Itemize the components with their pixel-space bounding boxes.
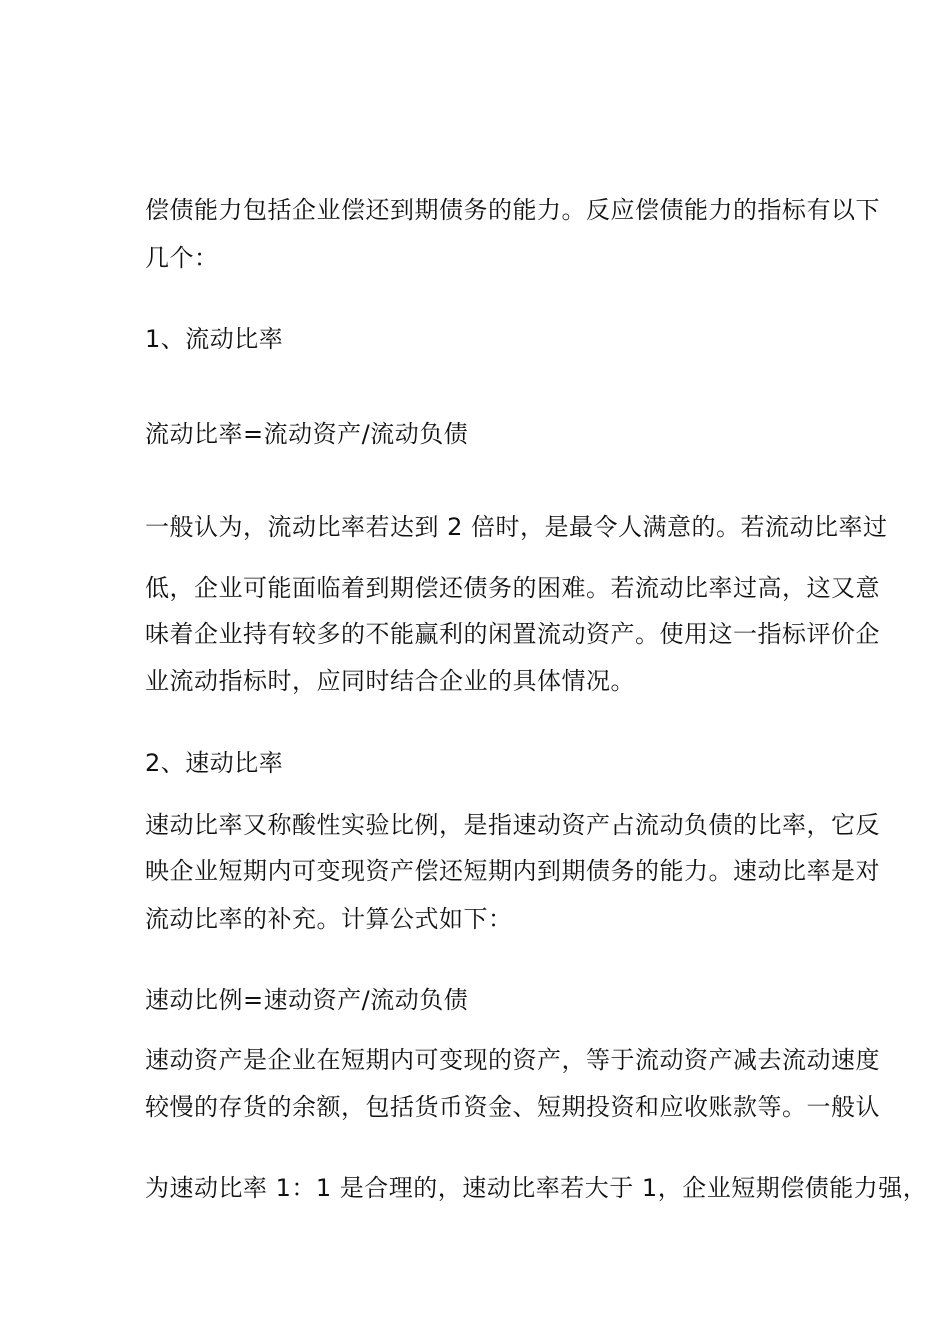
section-1-heading: 1、流动比率 (145, 325, 284, 353)
section-1-paragraph-2-line-1: 低，企业可能面临着到期偿还债务的困难。若流动比率过高，这又意 (145, 574, 880, 602)
intro-line-1: 偿债能力包括企业偿还到期债务的能力。反应偿债能力的指标有以下 (145, 196, 880, 224)
section-2-paragraph-1-line-2: 映企业短期内可变现资产偿还短期内到期债务的能力。速动比率是对 (145, 857, 880, 885)
section-1-paragraph-2-line-3: 业流动指标时，应同时结合企业的具体情况。 (145, 667, 635, 695)
section-1-formula: 流动比率=流动资产/流动负债 (145, 420, 469, 448)
section-1-paragraph-1-line-1: 一般认为，流动比率若达到 2 倍时，是最令人满意的。若流动比率过 (145, 513, 888, 541)
section-2-paragraph-3-line-1: 为速动比率 1：1 是合理的，速动比率若大于 1，企业短期偿债能力强， (145, 1174, 928, 1202)
section-2-heading: 2、速动比率 (145, 749, 284, 777)
section-2-paragraph-1-line-3: 流动比率的补充。计算公式如下： (145, 905, 513, 933)
section-2-paragraph-2-line-1: 速动资产是企业在短期内可变现的资产，等于流动资产减去流动速度 (145, 1046, 880, 1074)
section-2-paragraph-2-line-2: 较慢的存货的余额，包括货币资金、短期投资和应收账款等。一般认 (145, 1093, 880, 1121)
section-1-paragraph-2-line-2: 味着企业持有较多的不能赢利的闲置流动资产。使用这一指标评价企 (145, 620, 880, 648)
intro-line-2: 几个： (145, 244, 219, 272)
section-2-paragraph-1-line-1: 速动比率又称酸性实验比例，是指速动资产占流动负债的比率，它反 (145, 811, 880, 839)
section-2-formula: 速动比例=速动资产/流动负债 (145, 986, 469, 1014)
